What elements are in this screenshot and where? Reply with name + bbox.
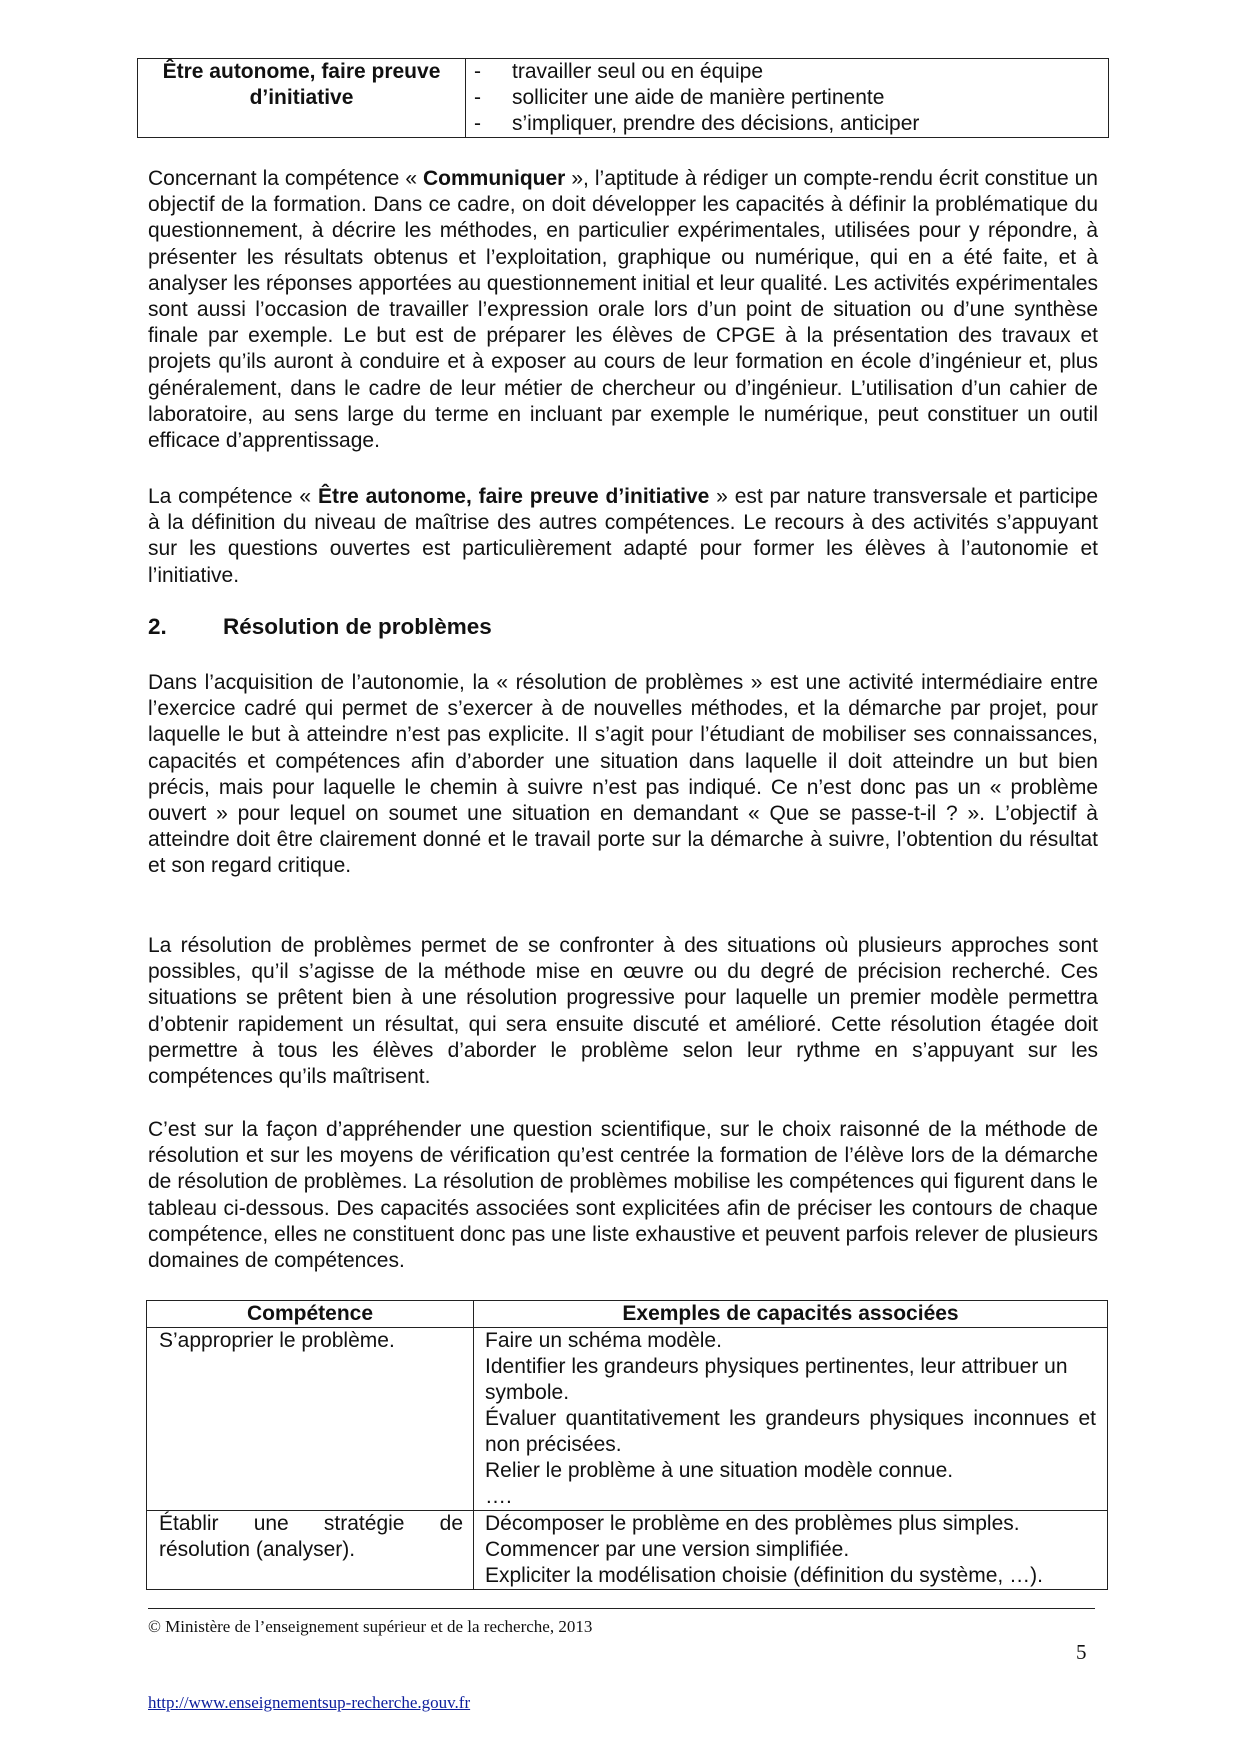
- capacity-item: Décomposer le problème en des problèmes plus simples.: [485, 1512, 1020, 1535]
- capacity-item: ….: [485, 1485, 512, 1508]
- autonomy-competence-table: [137, 58, 1109, 138]
- capacity-item: Expliciter la modélisation choisie (définition du système, …).: [485, 1564, 1043, 1587]
- dash-marker: -: [474, 112, 481, 135]
- paragraph-resolution-2: La résolution de problèmes permet de se confronter à des situations où plusieurs approches sont possibles, qu’il s’agisse de la méthode mise en œuvre ou du degré de précision recherché. Ces situations se prêtent bien à une résolution progressive pour laquelle un premier modèle permettra d’obtenir rapidement un résultat, qui sera ensuite discuté et amélioré. Cette résolution étagée doit permettre à tous les élèves d’aborder le problème selon leur rythme en s’appuyant sur les compétences qu’ils maîtrisent.: [148, 934, 1098, 1089]
- competence-cell: S’approprier le problème.: [147, 1328, 474, 1511]
- capacity-list: [466, 59, 1109, 138]
- section-number: 2.: [148, 614, 167, 639]
- table-row: [138, 59, 1109, 138]
- paragraph-resolution-3: C’est sur la façon d’appréhender une question scientifique, sur le choix raisonné de la méthode de résolution et sur les moyens de vérification qu’est centrée la formation de l’élève lors de la démarche de résolution de problèmes. La résolution de problèmes mobilise les compétences qui figurent dans le tableau ci-dessous. Des capacités associées sont explicitées afin de préciser les contours de chaque compétence, elles ne constituent donc pas une liste exhaustive et peuvent parfois relever de plusieurs domaines de compétences.: [148, 1118, 1098, 1273]
- table-row: [147, 1511, 1108, 1590]
- paragraph-communiquer: Concernant la compétence « Communiquer », l’aptitude à rédiger un compte-rendu écrit constitue un objectif de la formation. Dans ce cadre, on doit développer les capacités à définir la problématique du questionnement, à décrire les méthodes, en particulier expérimentales, utilisées pour y répondre, à présenter les résultats obtenus et l’exploitation, graphique ou numérique, qui en a été faite, et à analyser les réponses apportées au questionnement initial et leur qualité. Les activités expérimentales sont aussi l’occasion de travailler l’expression orale lors d’un point de situation ou d’une synthèse finale par exemple. Le but est de préparer les élèves de CPGE à la présentation des travaux et projets qu’ils auront à conduire et à exposer au cours de leur formation en école d’ingénieur et, plus généralement, dans le cadre de leur métier de chercheur ou d’ingénieur. L’utilisation d’un cahier de laboratoire, au sens large du terme en incluant par exemple le numérique, peut constituer un outil efficace d’apprentissage.: [148, 167, 1098, 453]
- list-item: - s’impliquer, prendre des décisions, anticiper: [474, 112, 920, 135]
- section-heading: [148, 614, 492, 640]
- capacity-item: Identifier les grandeurs physiques pertinentes, leur attribuer un symbole.: [485, 1355, 1068, 1404]
- capacites-cell: [474, 1511, 1108, 1590]
- table-header-row: [147, 1301, 1108, 1328]
- competence-table: [146, 1300, 1108, 1590]
- table-row: [147, 1328, 1108, 1511]
- section-title: Résolution de problèmes: [223, 614, 492, 639]
- column-header-competence: Compétence: [147, 1301, 474, 1328]
- capacity-item: Évaluer quantitativement les grandeurs physiques inconnues et non précisées.: [485, 1407, 1096, 1456]
- capacity-item: Faire un schéma modèle.: [485, 1329, 722, 1352]
- capacity-item: Commencer par une version simplifiée.: [485, 1538, 850, 1561]
- competence-name: Être autonome, faire preuve d’initiative: [138, 59, 466, 138]
- paragraph-autonome: La compétence « Être autonome, faire preuve d’initiative » est par nature transversale et participe à la définition du niveau de maîtrise des autres compétences. Le recours à des activités s’appuyant sur les questions ouvertes est particulièrement adapté pour former les élèves à l’autonomie et l’initiative.: [148, 485, 1099, 587]
- copyright-notice: © Ministère de l’enseignement supérieur et de la recherche, 2013: [148, 1617, 593, 1636]
- list-item: - solliciter une aide de manière pertinente: [474, 86, 885, 109]
- bold-term: Être autonome, faire preuve d’initiative: [317, 485, 710, 508]
- dash-marker: -: [474, 60, 481, 83]
- column-header-capacites: Exemples de capacités associées: [474, 1301, 1108, 1328]
- paragraph-resolution-1: Dans l’acquisition de l’autonomie, la « résolution de problèmes » est une activité intermédiaire entre l’exercice cadré qui permet de s’exercer à de nouvelles méthodes, et la démarche par projet, pour laquelle le but à atteindre n’est pas explicite. Il s’agit pour l’étudiant de mobiliser ses connaissances, capacités et compétences afin d’aborder une situation dans laquelle il doit atteindre un but bien précis, mais pour laquelle le chemin à suivre n’est pas indiqué. Ce n’est donc pas un « problème ouvert » pour lequel on soumet une situation en demandant « Que se passe-t-il ? ». L’objectif à atteindre doit être clairement donné et le travail porte sur la démarche à suivre, l’obtention du résultat et son regard critique.: [148, 671, 1098, 878]
- ministry-website-link[interactable]: http://www.enseignementsup-recherche.gouv.fr: [148, 1693, 471, 1712]
- list-item: - travailler seul ou en équipe: [474, 60, 763, 83]
- capacites-cell: [474, 1328, 1108, 1511]
- capacity-item: Relier le problème à une situation modèle connue.: [485, 1459, 954, 1482]
- competence-cell: Établir une stratégie de résolution (analyser).: [147, 1511, 474, 1590]
- footer-divider: [148, 1608, 1095, 1609]
- page-number: 5: [1076, 1640, 1087, 1664]
- dash-marker: -: [474, 86, 481, 109]
- bold-term: Communiquer: [423, 167, 566, 190]
